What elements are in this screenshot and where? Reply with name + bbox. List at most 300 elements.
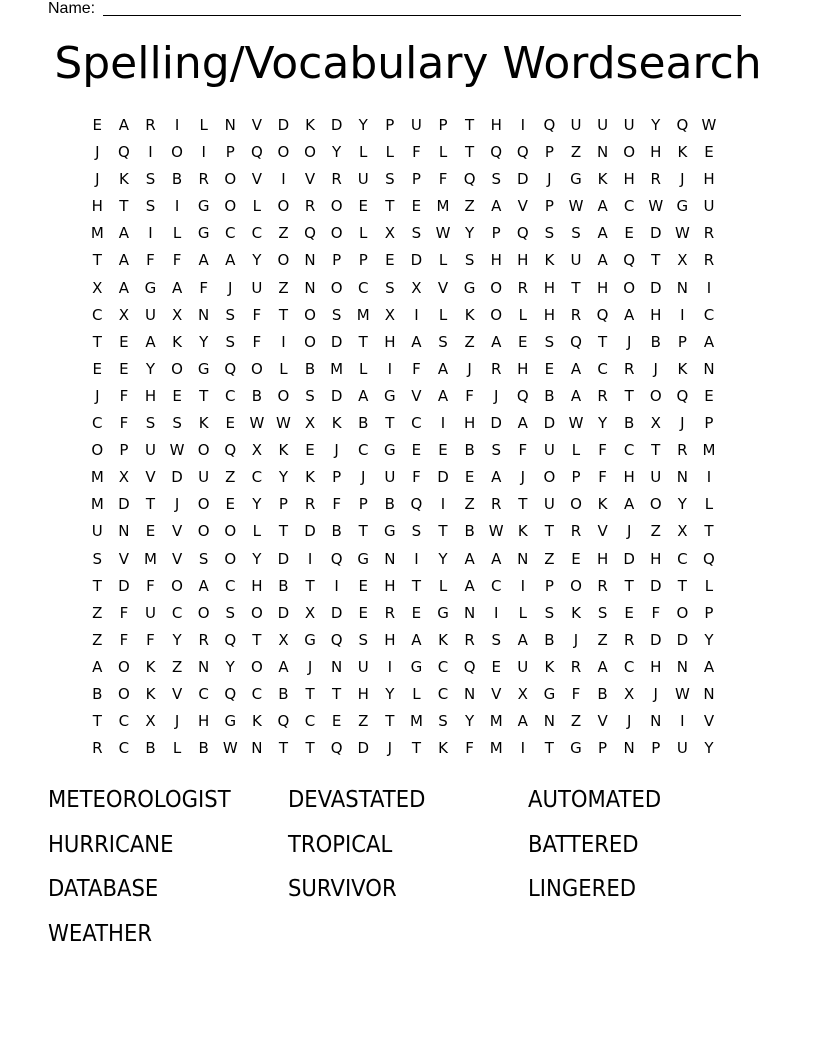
grid-letter: B — [278, 576, 289, 595]
grid-letter: H — [703, 170, 715, 189]
grid-letter: H — [463, 414, 476, 433]
grid-letter: Q — [623, 251, 636, 270]
grid-letter: J — [467, 359, 472, 378]
grid-letter: F — [252, 332, 262, 351]
grid-letter: N — [703, 684, 715, 703]
grid-letter: O — [304, 143, 316, 162]
grid-letter: I — [174, 116, 180, 134]
grid-letter: N — [384, 549, 396, 568]
grid-letter: X — [171, 305, 183, 324]
grid-letter: E — [305, 441, 315, 460]
grid-letter: Q — [516, 386, 529, 405]
grid-letter: U — [410, 116, 422, 134]
grid-letter: T — [651, 251, 661, 270]
grid-letter: N — [224, 116, 236, 134]
grid-letter: U — [570, 116, 582, 134]
grid-letter: A — [437, 359, 449, 378]
grid-letter: Y — [597, 414, 608, 433]
grid-letter: Z — [92, 603, 103, 622]
grid-letter: Q — [224, 441, 237, 460]
grid-letter: P — [544, 576, 554, 595]
grid-letter: G — [570, 739, 582, 758]
grid-letter: O — [224, 549, 237, 568]
grid-letter: R — [490, 359, 502, 378]
grid-letter: R — [650, 170, 661, 189]
grid-letter: X — [411, 278, 422, 297]
grid-letter: O — [171, 359, 183, 378]
grid-letter: S — [305, 386, 315, 405]
grid-letter: S — [438, 712, 448, 731]
grid-letter: N — [703, 359, 715, 378]
grid-letter: T — [544, 739, 554, 758]
grid-letter: Q — [117, 143, 130, 162]
grid-letter: F — [465, 739, 474, 758]
grid-letter: G — [144, 278, 157, 297]
grid-letter: J — [174, 495, 180, 514]
grid-letter: A — [624, 495, 635, 514]
grid-letter: L — [438, 576, 448, 595]
grid-letter: X — [278, 630, 289, 649]
grid-row — [84, 518, 722, 545]
grid-letter: S — [92, 549, 103, 568]
grid-letter: M — [90, 224, 104, 243]
grid-letter: R — [517, 278, 529, 297]
grid-letter: T — [92, 712, 102, 731]
grid-letter: F — [518, 441, 528, 460]
grid-letter: O — [171, 576, 183, 595]
grid-letter: J — [626, 332, 632, 351]
grid-letter: V — [118, 549, 130, 568]
grid-letter: O — [304, 305, 316, 324]
grid-letter: X — [118, 468, 130, 487]
grid-letter: A — [597, 224, 608, 243]
grid-letter: C — [597, 359, 608, 378]
grid-letter: U — [384, 468, 396, 487]
grid-letter: K — [597, 170, 608, 189]
grid-letter: T — [358, 332, 368, 351]
grid-letter: N — [623, 739, 635, 758]
grid-letter: G — [676, 197, 689, 216]
grid-letter: S — [491, 630, 501, 649]
grid-letter: A — [145, 332, 156, 351]
grid-letter: L — [199, 116, 208, 134]
grid-letter: O — [330, 197, 343, 216]
word-item: DATABASE — [48, 876, 159, 902]
grid-letter: L — [518, 305, 527, 324]
grid-letter: Q — [330, 630, 343, 649]
grid-row — [84, 681, 722, 708]
grid-letter: J — [493, 386, 499, 405]
grid-letter: Q — [596, 305, 609, 324]
grid-letter: G — [463, 278, 476, 297]
grid-letter: O — [117, 657, 130, 676]
grid-letter: T — [544, 522, 554, 541]
grid-letter: S — [198, 549, 209, 568]
grid-letter: R — [597, 386, 608, 405]
grid-letter: P — [491, 224, 501, 243]
grid-letter: C — [357, 278, 369, 297]
grid-letter: Q — [516, 224, 529, 243]
grid-letter: Z — [597, 630, 608, 649]
grid-letter: G — [304, 630, 316, 649]
grid-letter: C — [703, 305, 715, 324]
grid-letter: Q — [543, 116, 556, 134]
grid-letter: H — [517, 359, 529, 378]
grid-letter: C — [92, 414, 103, 433]
grid-letter: U — [650, 468, 662, 487]
grid-letter: S — [172, 414, 182, 433]
grid-letter: S — [438, 332, 448, 351]
grid-letter: Q — [224, 684, 237, 703]
grid-letter: H — [357, 684, 369, 703]
grid-letter: H — [91, 197, 103, 216]
grid-letter: S — [145, 414, 156, 433]
grid-letter: A — [517, 712, 528, 731]
grid-letter: K — [118, 170, 129, 189]
grid-letter: M — [489, 739, 503, 758]
grid-letter: J — [520, 468, 526, 487]
grid-letter: D — [171, 468, 183, 487]
grid-letter: E — [411, 603, 422, 622]
grid-letter: E — [438, 441, 448, 460]
grid-letter: I — [520, 739, 526, 758]
grid-letter: F — [146, 576, 155, 595]
grid-letter: I — [148, 143, 153, 162]
grid-letter: A — [171, 278, 183, 297]
grid-letter: M — [144, 549, 157, 568]
grid-letter: Q — [250, 143, 263, 162]
grid-letter: B — [544, 630, 555, 649]
grid-letter: I — [414, 549, 419, 568]
grid-letter: U — [597, 116, 609, 134]
grid-letter: N — [650, 712, 662, 731]
word-item: METEOROLOGIST — [48, 787, 231, 813]
grid-letter: A — [624, 305, 635, 324]
grid-letter: Y — [465, 224, 475, 243]
grid-letter: I — [387, 657, 393, 676]
grid-letter: V — [171, 522, 183, 541]
grid-letter: A — [597, 251, 608, 270]
grid-row — [84, 573, 722, 600]
grid-letter: I — [334, 576, 339, 595]
grid-letter: R — [623, 630, 635, 649]
grid-letter: A — [703, 657, 715, 676]
grid-row — [84, 491, 722, 518]
grid-letter: E — [225, 495, 235, 514]
grid-letter: N — [463, 603, 476, 622]
grid-letter: B — [358, 414, 369, 433]
grid-row — [84, 735, 722, 762]
grid-row — [84, 166, 722, 193]
grid-letter: H — [596, 278, 609, 297]
grid-letter: G — [437, 603, 449, 622]
grid-letter: K — [438, 739, 448, 758]
grid-letter: Z — [278, 278, 289, 297]
grid-letter: G — [384, 522, 396, 541]
grid-letter: L — [704, 576, 714, 595]
grid-letter: L — [279, 359, 288, 378]
grid-letter: T — [518, 495, 528, 514]
grid-letter: J — [573, 630, 579, 649]
grid-letter: X — [384, 224, 395, 243]
grid-letter: W — [169, 441, 185, 460]
grid-letter: K — [517, 522, 528, 541]
grid-letter: Y — [252, 251, 262, 270]
grid-letter: D — [277, 603, 290, 622]
grid-letter: R — [304, 197, 316, 216]
grid-letter: H — [384, 332, 396, 351]
grid-letter: Y — [225, 657, 235, 676]
name-field — [48, 0, 748, 18]
grid-letter: Y — [651, 116, 661, 134]
grid-letter: Q — [676, 386, 689, 405]
grid-letter: C — [251, 684, 263, 703]
grid-letter: I — [307, 549, 313, 568]
grid-letter: L — [359, 143, 368, 162]
grid-letter: L — [172, 224, 182, 243]
grid-letter: K — [145, 657, 156, 676]
word-item: SURVIVOR — [288, 876, 397, 902]
word-item: DEVASTATED — [288, 787, 426, 813]
grid-letter: P — [677, 332, 687, 351]
grid-letter: X — [517, 684, 528, 703]
grid-letter: F — [412, 468, 421, 487]
grid-letter: A — [437, 386, 449, 405]
grid-letter: T — [92, 251, 102, 270]
grid-letter: R — [570, 522, 582, 541]
grid-letter: W — [701, 116, 717, 134]
grid-letter: E — [119, 332, 129, 351]
grid-letter: S — [225, 305, 236, 324]
grid-letter: L — [438, 143, 448, 162]
grid-letter: W — [674, 224, 690, 243]
grid-letter: D — [490, 414, 502, 433]
grid-letter: S — [331, 305, 342, 324]
word-column — [288, 778, 508, 912]
grid-letter: I — [201, 143, 206, 162]
grid-letter: T — [571, 278, 581, 297]
grid-letter: J — [361, 468, 366, 487]
grid-letter: K — [251, 712, 262, 731]
grid-letter: A — [225, 251, 236, 270]
grid-letter: A — [570, 359, 582, 378]
grid-row — [84, 220, 722, 247]
grid-row — [84, 708, 722, 735]
grid-letter: W — [674, 684, 690, 703]
grid-letter: A — [411, 630, 422, 649]
name-underline — [103, 15, 741, 16]
grid-letter: S — [491, 441, 501, 460]
grid-letter: U — [251, 278, 263, 297]
grid-letter: A — [118, 224, 130, 243]
grid-letter: T — [92, 576, 102, 595]
grid-letter: D — [330, 603, 343, 622]
grid-letter: C — [490, 576, 502, 595]
grid-letter: F — [332, 495, 341, 514]
grid-letter: S — [225, 603, 236, 622]
grid-letter: P — [225, 143, 235, 162]
grid-letter: A — [118, 116, 130, 134]
grid-letter: S — [464, 251, 475, 270]
grid-letter: E — [464, 468, 475, 487]
grid-letter: P — [332, 468, 342, 487]
grid-letter: G — [197, 224, 210, 243]
grid-letter: E — [92, 359, 103, 378]
grid-letter: Z — [464, 332, 475, 351]
grid-letter: S — [491, 170, 501, 189]
grid-letter: S — [358, 630, 368, 649]
grid-letter: U — [357, 657, 369, 676]
grid-letter: J — [307, 657, 313, 676]
grid-letter: J — [95, 170, 100, 189]
word-item: LINGERED — [528, 876, 636, 902]
grid-letter: G — [197, 197, 210, 216]
grid-letter: E — [358, 603, 368, 622]
grid-letter: U — [144, 305, 156, 324]
grid-letter: G — [384, 386, 396, 405]
grid-letter: K — [198, 414, 209, 433]
grid-letter: K — [571, 603, 581, 622]
grid-letter: O — [197, 522, 210, 541]
grid-letter: P — [704, 414, 714, 433]
grid-letter: I — [281, 332, 286, 351]
grid-letter: Q — [676, 116, 689, 134]
grid-letter: F — [412, 359, 421, 378]
grid-letter: X — [304, 603, 316, 622]
grid-letter: O — [649, 386, 662, 405]
grid-letter: D — [649, 224, 662, 243]
grid-letter: D — [277, 549, 290, 568]
grid-letter: H — [623, 468, 635, 487]
grid-letter: S — [385, 278, 395, 297]
grid-letter: B — [92, 684, 103, 703]
grid-letter: Y — [358, 116, 368, 134]
grid-letter: F — [598, 468, 607, 487]
grid-letter: U — [543, 441, 555, 460]
grid-letter: O — [543, 468, 556, 487]
grid-letter: B — [544, 386, 555, 405]
grid-letter: A — [491, 468, 502, 487]
grid-letter: G — [543, 684, 556, 703]
grid-letter: Q — [277, 712, 290, 731]
grid-letter: N — [596, 143, 609, 162]
grid-letter: C — [118, 712, 130, 731]
grid-letter: A — [118, 251, 130, 270]
grid-letter: N — [331, 657, 343, 676]
grid-letter: O — [197, 603, 210, 622]
grid-row — [84, 112, 722, 139]
grid-letter: T — [411, 739, 421, 758]
grid-letter: X — [304, 414, 316, 433]
grid-letter: T — [305, 684, 315, 703]
grid-letter: I — [520, 576, 526, 595]
grid-letter: A — [597, 197, 608, 216]
grid-letter: H — [543, 278, 556, 297]
grid-letter: T — [385, 197, 395, 216]
grid-letter: R — [384, 603, 396, 622]
grid-letter: F — [119, 630, 129, 649]
grid-letter: L — [359, 224, 368, 243]
grid-letter: V — [597, 522, 608, 541]
grid-letter: U — [198, 468, 210, 487]
grid-letter: O — [224, 170, 237, 189]
grid-letter: Y — [199, 332, 209, 351]
grid-letter: P — [438, 116, 448, 134]
grid-letter: E — [331, 712, 342, 731]
grid-letter: R — [331, 170, 342, 189]
grid-letter: D — [304, 522, 316, 541]
grid-letter: J — [653, 684, 658, 703]
grid-letter: O — [197, 495, 210, 514]
grid-letter: O — [250, 603, 263, 622]
grid-row — [84, 302, 722, 329]
grid-letter: K — [278, 441, 289, 460]
grid-letter: T — [465, 116, 475, 134]
grid-letter: C — [677, 549, 688, 568]
grid-letter: R — [623, 359, 635, 378]
grid-letter: T — [199, 386, 209, 405]
grid-letter: Y — [438, 549, 448, 568]
grid-letter: O — [330, 224, 343, 243]
grid-letter: Y — [704, 739, 714, 758]
grid-letter: T — [624, 576, 634, 595]
grid-letter: X — [118, 305, 130, 324]
grid-letter: H — [517, 251, 529, 270]
grid-letter: S — [411, 224, 422, 243]
grid-letter: M — [330, 359, 344, 378]
grid-letter: T — [305, 576, 315, 595]
grid-letter: H — [650, 549, 662, 568]
grid-letter: D — [437, 468, 449, 487]
grid-letter: I — [414, 305, 419, 324]
grid-letter: I — [387, 359, 393, 378]
grid-letter: Q — [570, 332, 582, 351]
grid-letter: H — [596, 549, 609, 568]
grid-letter: Z — [92, 630, 103, 649]
grid-letter: N — [676, 278, 688, 297]
grid-letter: H — [650, 305, 662, 324]
grid-letter: X — [251, 441, 262, 460]
grid-letter: C — [623, 197, 635, 216]
grid-letter: S — [544, 224, 555, 243]
grid-letter: F — [146, 630, 155, 649]
grid-letter: M — [356, 305, 370, 324]
grid-letter: C — [437, 657, 449, 676]
grid-letter: E — [172, 386, 182, 405]
grid-letter: A — [411, 332, 422, 351]
grid-letter: C — [411, 414, 422, 433]
grid-row — [84, 139, 722, 166]
grid-letter: D — [543, 414, 556, 433]
grid-letter: O — [649, 495, 662, 514]
grid-letter: Q — [224, 630, 237, 649]
grid-letter: Q — [224, 359, 237, 378]
grid-letter: T — [332, 684, 342, 703]
grid-letter: I — [281, 170, 286, 189]
grid-letter: Z — [570, 143, 582, 162]
grid-letter: U — [543, 495, 555, 514]
grid-letter: W — [222, 739, 238, 758]
grid-letter: N — [304, 278, 316, 297]
grid-letter: O — [197, 441, 210, 460]
grid-row — [84, 464, 722, 491]
grid-letter: H — [623, 170, 635, 189]
grid-letter: H — [384, 576, 396, 595]
grid-row — [84, 600, 722, 627]
grid-letter: Q — [703, 549, 715, 568]
grid-letter: E — [624, 224, 634, 243]
grid-letter: B — [624, 414, 635, 433]
